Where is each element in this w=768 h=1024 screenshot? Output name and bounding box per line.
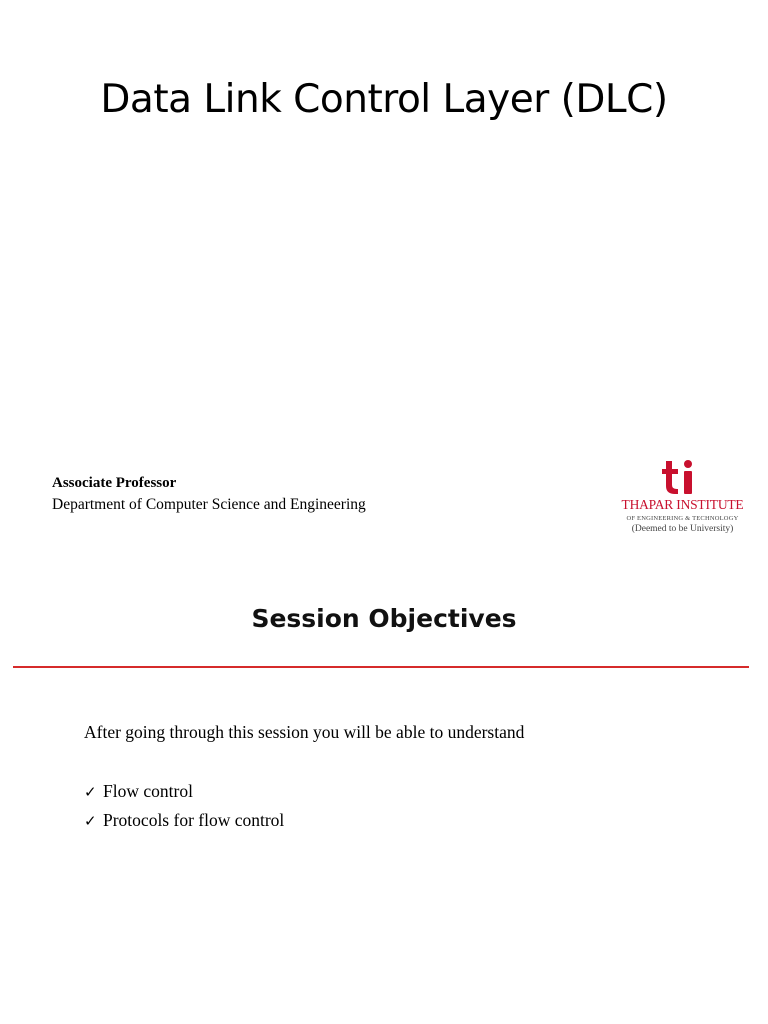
check-icon: ✓: [84, 783, 97, 801]
logo-subtitle: OF ENGINEERING & TECHNOLOGY: [626, 515, 739, 522]
intro-text: After going through this session you will be able to understand: [84, 722, 525, 742]
check-icon: ✓: [84, 812, 97, 830]
institute-logo: [610, 458, 755, 542]
objective-text: Protocols for flow control: [103, 810, 285, 830]
objective-text: Flow control: [103, 781, 193, 801]
logo-institute-name: THAPAR INSTITUTE: [621, 497, 744, 512]
objectives-list: [84, 780, 284, 838]
title-divider: [13, 666, 749, 668]
objective-item: [84, 780, 284, 809]
objective-item: [84, 809, 284, 838]
author-role: Associate Professor: [52, 475, 177, 491]
logo-deemed-note: (Deemed to be University): [631, 524, 734, 534]
session-title: Session Objectives: [251, 604, 517, 633]
ti-logo-mark-icon: [660, 458, 700, 494]
slide-title: Data Link Control Layer (DLC): [100, 77, 668, 122]
objectives-slide: [0, 560, 768, 1024]
author-department: Department of Computer Science and Engineering: [52, 496, 366, 513]
